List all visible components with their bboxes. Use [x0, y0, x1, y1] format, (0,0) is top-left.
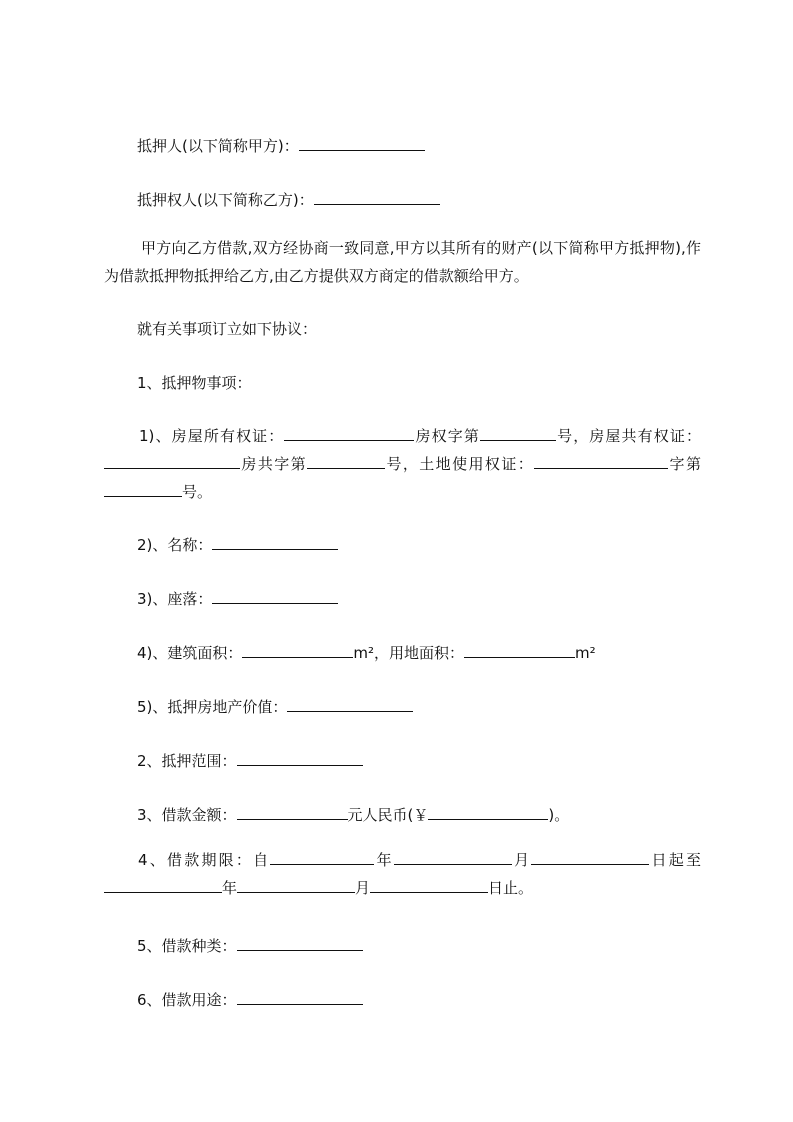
ownership-cert-blank[interactable] [284, 425, 414, 441]
preamble-paragraph: 甲方向乙方借款,双方经协商一致同意,甲方以其所有的财产(以下简称甲方抵押物),作为借款抵押物抵押给乙方,由乙方提供双方商定的借款额给甲方。 [104, 239, 701, 285]
loan-amount-blank[interactable] [237, 804, 348, 820]
item1-4-mid: ，用地面积： [374, 644, 465, 662]
agreement-intro: 就有关事项订立如下协议： [137, 320, 318, 338]
item1-1-text3: 房共字第 [240, 455, 308, 473]
item3-label: 3、借款金额： [137, 806, 237, 824]
ownership-number-blank[interactable] [480, 425, 556, 441]
item3-line [137, 804, 569, 823]
party-a-line [137, 135, 425, 154]
item6-line [137, 989, 363, 1008]
property-value-blank[interactable] [287, 696, 413, 712]
item4-to: 日止。 [488, 879, 534, 897]
co-ownership-number-blank[interactable] [307, 453, 385, 469]
item1-title: 1、抵押物事项： [137, 374, 252, 392]
item1-4-line [137, 642, 596, 661]
item1-1-text1: 房权字第 [414, 427, 480, 445]
item4-month: 月 [511, 851, 532, 869]
loan-amount-figure-blank[interactable] [428, 804, 548, 820]
item1-1-text6: 号。 [182, 483, 213, 501]
item4-month2: 月 [355, 879, 371, 897]
land-use-cert-blank[interactable] [534, 453, 668, 469]
loan-purpose-blank[interactable] [237, 989, 363, 1005]
item1-5-label: 5)、抵押房地产价值： [137, 698, 288, 716]
item1-2-line [137, 534, 338, 553]
end-day-blank[interactable] [370, 877, 488, 893]
land-area-blank[interactable] [464, 642, 575, 658]
end-month-blank[interactable] [237, 877, 355, 893]
scope-blank[interactable] [237, 750, 363, 766]
co-ownership-cert-blank[interactable] [104, 453, 240, 469]
item4-from: 日起至 [649, 851, 701, 869]
item1-4-label: 4)、建筑面积： [137, 644, 243, 662]
item4-year: 年 [374, 851, 394, 869]
item1-1-paragraph [104, 422, 701, 506]
item1-5-line [137, 696, 413, 715]
party-a-blank[interactable] [299, 135, 425, 151]
party-a-label: 抵押人(以下简称甲方)： [137, 137, 299, 155]
item1-1-text5: 字第 [668, 455, 701, 473]
item1-1-label: 1)、房屋所有权证： [139, 427, 285, 445]
building-area-unit: m² [353, 644, 375, 662]
item1-1-text2: 号，房屋共有权证： [555, 427, 701, 445]
start-year-blank[interactable] [270, 849, 374, 865]
item4-year2: 年 [222, 879, 238, 897]
item2-label: 2、抵押范围： [137, 752, 237, 770]
item5-label: 5、借款种类： [137, 937, 237, 955]
end-year-blank[interactable] [104, 877, 222, 893]
item4-label: 4、借款期限：自 [138, 851, 271, 869]
item6-label: 6、借款用途： [137, 991, 237, 1009]
item1-2-label: 2)、名称： [137, 536, 213, 554]
item1-3-label: 3)、座落： [137, 590, 213, 608]
building-area-blank[interactable] [242, 642, 353, 658]
item3-currency: 元人民币(￥ [347, 806, 429, 824]
party-b-label: 抵押权人(以下简称乙方)： [137, 191, 314, 209]
party-b-line [137, 189, 440, 208]
land-use-number-blank[interactable] [104, 481, 182, 497]
item4-paragraph [104, 846, 701, 902]
location-blank[interactable] [212, 588, 338, 604]
item1-1-text4: 号，土地使用权证： [385, 455, 535, 473]
party-b-blank[interactable] [314, 189, 440, 205]
start-day-blank[interactable] [531, 849, 649, 865]
name-blank[interactable] [212, 534, 338, 550]
loan-type-blank[interactable] [237, 935, 363, 951]
start-month-blank[interactable] [394, 849, 512, 865]
item2-line [137, 750, 363, 769]
item5-line [137, 935, 363, 954]
item1-3-line [137, 588, 338, 607]
item3-close: )。 [548, 806, 570, 824]
land-area-unit: m² [575, 644, 596, 662]
